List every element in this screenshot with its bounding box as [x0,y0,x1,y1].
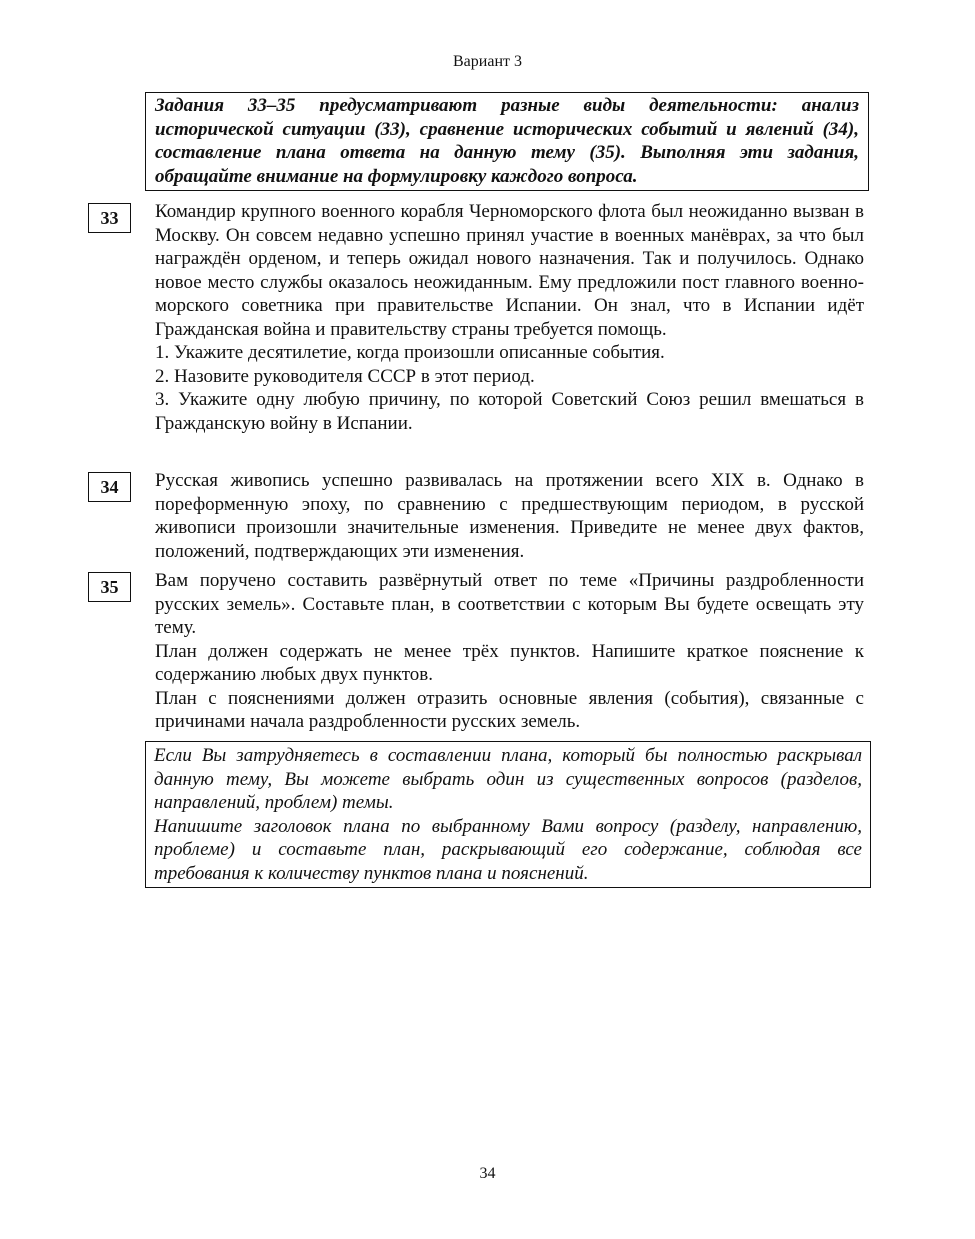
task-text [155,469,864,563]
task-text [155,200,864,435]
plan-hint-box [145,741,871,888]
instructions-box: Задания 33–35 предусматривают разные виды деятельности: анализ исторической ситуации (33), сравнение исторических событий и явлений (34), составление плана ответа на данную тему (35). Выполняя эти задания, обращайте внимание на формулировку каждого вопроса. [145,92,869,191]
task-paragraph: Командир крупного военного корабля Черноморского флота был неожиданно вызван в Москву. Он совсем недавно успешно принял участие в военных манёврах, за что был награждён орденом, и теперь ожидал нового назначения. Так и получилось. Однако новое место службы оказалось неожиданным. Ему предложили пост главного военно-морского советника при правительстве Испании. Он знал, что в Испании идёт Гражданская война и правительству страны требуется помощь. [155,201,864,340]
variant-header: Вариант 3 [453,53,522,70]
task-number-badge: 34 [88,472,131,502]
task-number-badge: 35 [88,572,131,602]
task-paragraph: Русская живопись успешно развивалась на протяжении всего XIX в. Однако в пореформенную эпоху, по сравнению с предшествующим периодом, в русской живописи произошли значительные изменения. Приведите не менее двух фактов, положений, подтверждающих эти изменения. [155,470,864,562]
hint-paragraph: Если Вы затрудняетесь в составлении плана, который бы полностью раскрывал данную тему, Вы можете выбрать один из существенных вопросов (разделов, направлений, проблем) темы. [154,745,862,813]
task-question: 1. Укажите десятилетие, когда произошли описанные события. [155,342,665,363]
task-paragraph: План с пояснениями должен отразить основные явления (события), связанные с причинами начала раздробленности русских земель. [155,687,864,732]
task-paragraph: Вам поручено составить развёрнутый ответ по теме «Причины раздробленности русских земель». Составьте план, в соответствии с которым Вы будете освещать эту тему. [155,570,864,638]
task-paragraph: План должен содержать не менее трёх пунктов. Напишите краткое пояснение к содержанию любых двух пунктов. [155,640,864,685]
task-question: 3. Укажите одну любую причину, по которой Советский Союз решил вмешаться в Гражданскую войну в Испании. [155,389,864,434]
page-number: 34 [479,1165,496,1182]
task-text [155,569,864,734]
task-question: 2. Назовите руководителя СССР в этот период. [155,365,535,387]
task-number-badge: 33 [88,203,131,233]
hint-paragraph: Напишите заголовок плана по выбранному Вами вопросу (разделу, направлению, проблеме) и составьте план, раскрывающий его содержание, соблюдая все требования к количеству пунктов плана и пояснений. [154,815,862,884]
